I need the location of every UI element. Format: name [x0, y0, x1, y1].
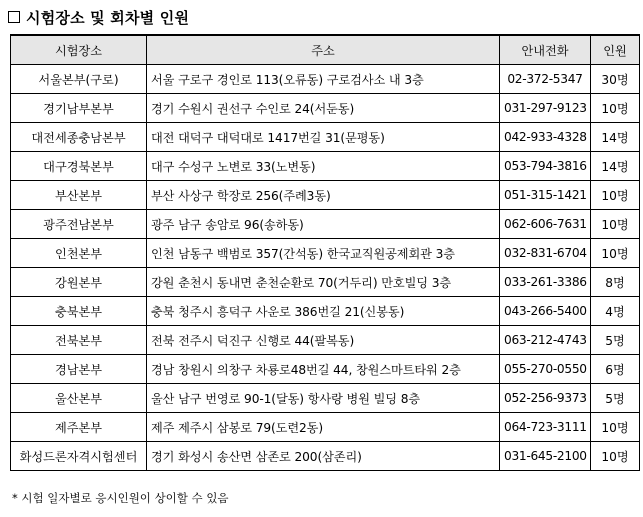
address-cell: 대구 수성구 노변로 33(노변동)	[147, 152, 500, 181]
address-cell: 충북 청주시 흥덕구 사운로 386번길 21(신봉동)	[147, 297, 500, 326]
count-cell: 6명	[591, 355, 640, 384]
phone-cell: 062-606-7631	[500, 210, 591, 239]
phone-cell: 031-645-2100	[500, 442, 591, 471]
address-cell: 경기 수원시 권선구 수인로 24(서둔동)	[147, 94, 500, 123]
count-cell: 10명	[591, 239, 640, 268]
site-cell: 전북본부	[11, 326, 147, 355]
phone-cell: 032-831-6704	[500, 239, 591, 268]
address-cell: 경기 화성시 송산면 삼존로 200(삼존리)	[147, 442, 500, 471]
table-row	[11, 268, 640, 297]
address-cell: 전북 전주시 덕진구 신행로 44(팔복동)	[147, 326, 500, 355]
site-cell: 대전세종충남본부	[11, 123, 147, 152]
site-cell: 서울본부(구로)	[11, 65, 147, 94]
table-row	[11, 297, 640, 326]
count-cell: 5명	[591, 326, 640, 355]
count-cell: 4명	[591, 297, 640, 326]
phone-cell: 064-723-3111	[500, 413, 591, 442]
phone-cell: 052-256-9373	[500, 384, 591, 413]
site-cell: 강원본부	[11, 268, 147, 297]
table-header-row	[11, 35, 640, 65]
section-title	[8, 6, 189, 28]
address-cell: 인천 남동구 백범로 357(간석동) 한국교직원공제회관 3층	[147, 239, 500, 268]
site-cell: 제주본부	[11, 413, 147, 442]
table-row	[11, 152, 640, 181]
phone-cell: 042-933-4328	[500, 123, 591, 152]
table-row	[11, 123, 640, 152]
checkbox-icon	[8, 11, 20, 23]
address-cell: 광주 남구 송암로 96(송하동)	[147, 210, 500, 239]
site-cell: 대구경북본부	[11, 152, 147, 181]
venue-table	[10, 34, 640, 471]
table-row	[11, 384, 640, 413]
site-cell: 인천본부	[11, 239, 147, 268]
address-cell: 울산 남구 번영로 90-1(달동) 항사랑 병원 빌딩 8층	[147, 384, 500, 413]
site-cell: 울산본부	[11, 384, 147, 413]
phone-cell: 053-794-3816	[500, 152, 591, 181]
phone-cell: 02-372-5347	[500, 65, 591, 94]
table-row	[11, 355, 640, 384]
address-cell: 강원 춘천시 동내면 춘천순환로 70(거두리) 만호빌딩 3층	[147, 268, 500, 297]
count-cell: 10명	[591, 181, 640, 210]
address-cell: 대전 대덕구 대덕대로 1417번길 31(문평동)	[147, 123, 500, 152]
table-row	[11, 442, 640, 471]
phone-cell: 043-266-5400	[500, 297, 591, 326]
phone-cell: 031-297-9123	[500, 94, 591, 123]
table-row	[11, 210, 640, 239]
site-cell: 화성드론자격시험센터	[11, 442, 147, 471]
header-count: 인원	[591, 35, 640, 65]
count-cell: 10명	[591, 210, 640, 239]
table-row	[11, 94, 640, 123]
address-cell: 서울 구로구 경인로 113(오류동) 구로검사소 내 3층	[147, 65, 500, 94]
table-row	[11, 239, 640, 268]
site-cell: 광주전남본부	[11, 210, 147, 239]
phone-cell: 033-261-3386	[500, 268, 591, 297]
address-cell: 부산 사상구 학장로 256(주례3동)	[147, 181, 500, 210]
count-cell: 5명	[591, 384, 640, 413]
phone-cell: 051-315-1421	[500, 181, 591, 210]
site-cell: 부산본부	[11, 181, 147, 210]
title-text: 시험장소 및 회차별 인원	[26, 8, 190, 27]
phone-cell: 055-270-0550	[500, 355, 591, 384]
count-cell: 14명	[591, 152, 640, 181]
table-row	[11, 413, 640, 442]
header-site: 시험장소	[11, 35, 147, 65]
count-cell: 10명	[591, 442, 640, 471]
count-cell: 10명	[591, 413, 640, 442]
footnote: * 시험 일자별로 응시인원이 상이할 수 있음	[12, 491, 229, 505]
table-row	[11, 326, 640, 355]
address-cell: 경남 창원시 의창구 차룡로48번길 44, 창원스마트타워 2층	[147, 355, 500, 384]
site-cell: 충북본부	[11, 297, 147, 326]
phone-cell: 063-212-4743	[500, 326, 591, 355]
header-address: 주소	[147, 35, 500, 65]
header-phone: 안내전화	[500, 35, 591, 65]
site-cell: 경기남부본부	[11, 94, 147, 123]
address-cell: 제주 제주시 삼봉로 79(도련2동)	[147, 413, 500, 442]
site-cell: 경남본부	[11, 355, 147, 384]
count-cell: 8명	[591, 268, 640, 297]
count-cell: 10명	[591, 94, 640, 123]
count-cell: 14명	[591, 123, 640, 152]
table-row	[11, 181, 640, 210]
table-row	[11, 65, 640, 94]
count-cell: 30명	[591, 65, 640, 94]
